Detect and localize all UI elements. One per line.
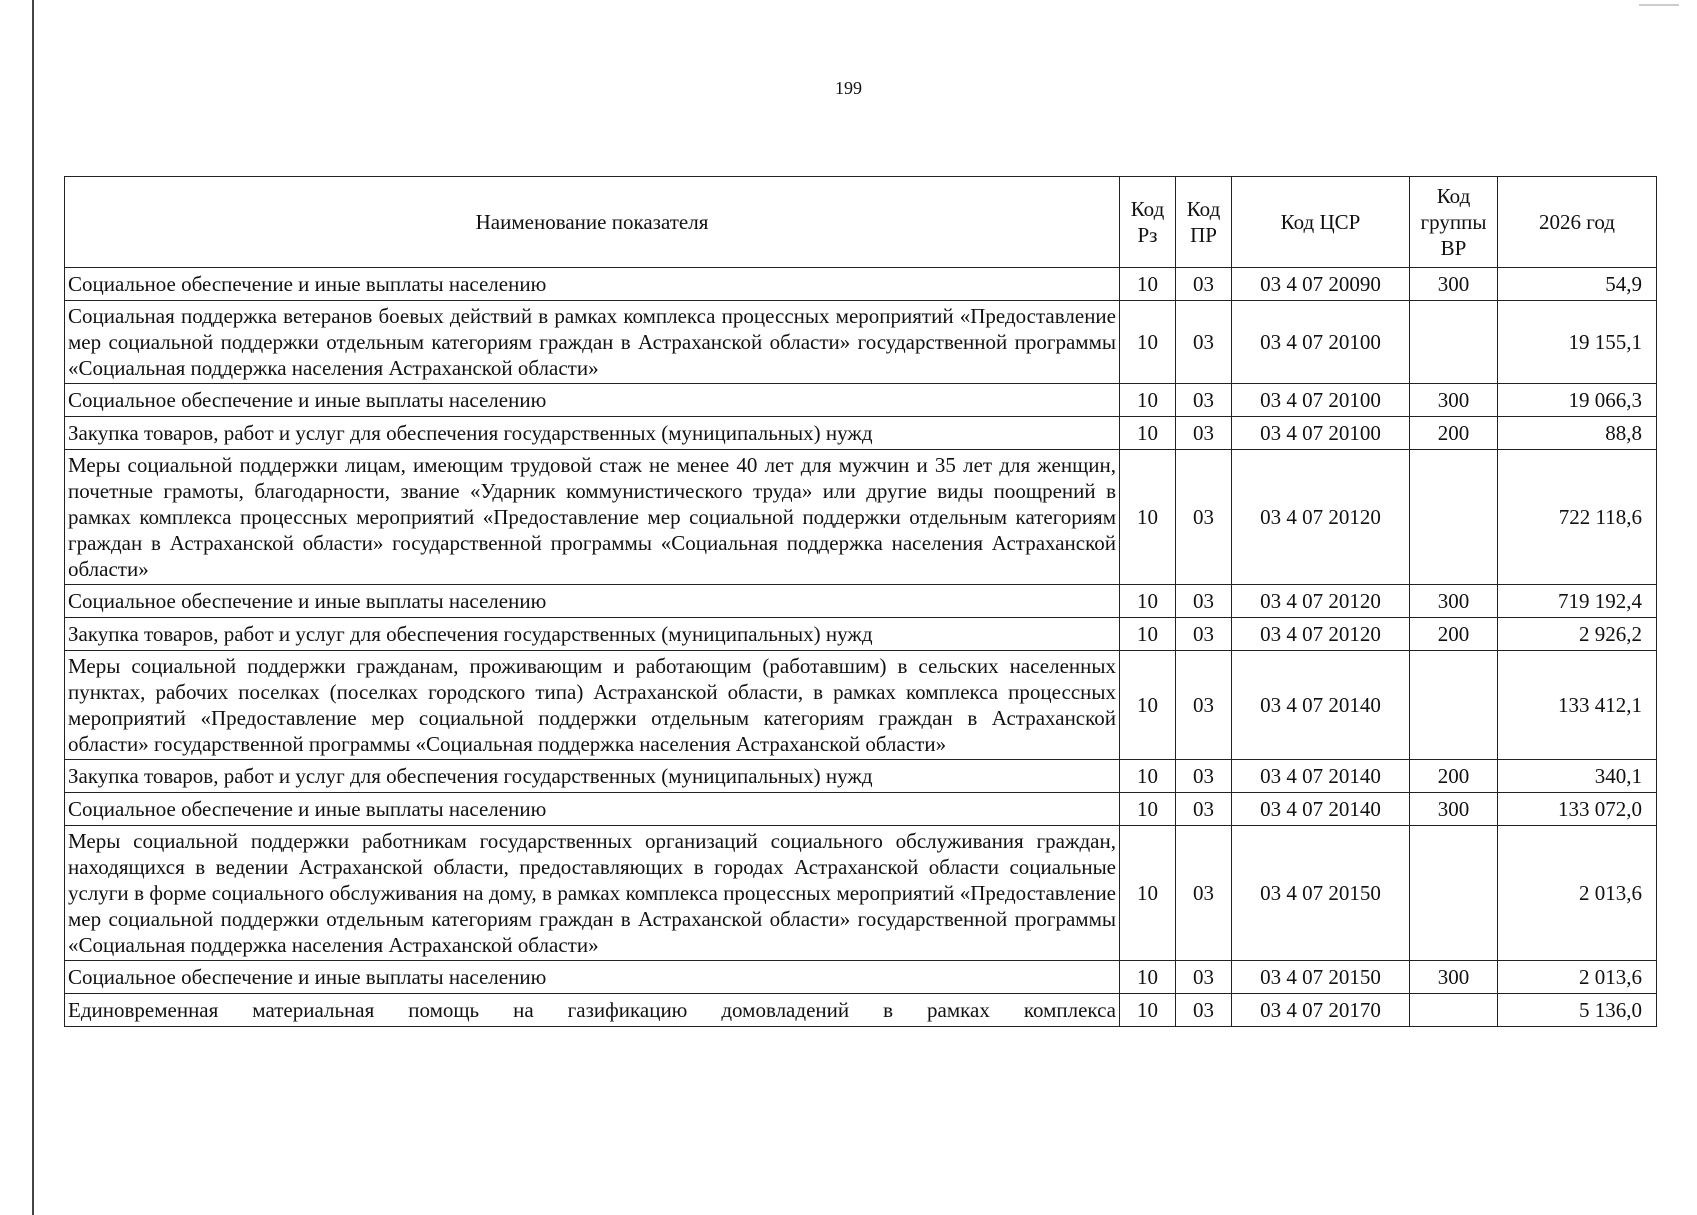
- row-rz: 10: [1120, 585, 1176, 618]
- table-row: [65, 793, 1657, 826]
- row-csr: 03 4 07 20150: [1232, 826, 1410, 961]
- row-csr: 03 4 07 20120: [1232, 450, 1410, 585]
- header-pr: Код ПР: [1176, 177, 1232, 268]
- row-csr: 03 4 07 20100: [1232, 417, 1410, 450]
- row-rz: 10: [1120, 384, 1176, 417]
- row-vr: 300: [1410, 268, 1498, 301]
- row-vr: 200: [1410, 760, 1498, 793]
- row-vr: [1410, 450, 1498, 585]
- row-vr: 300: [1410, 793, 1498, 826]
- header-name: Наименование показателя: [65, 177, 1120, 268]
- table-row: [65, 760, 1657, 793]
- budget-table: [64, 176, 1657, 1027]
- row-csr: 03 4 07 20100: [1232, 301, 1410, 384]
- row-rz: 10: [1120, 450, 1176, 585]
- row-rz: 10: [1120, 961, 1176, 994]
- row-amount: 54,9: [1498, 268, 1657, 301]
- row-csr: 03 4 07 20120: [1232, 585, 1410, 618]
- row-amount: 2 926,2: [1498, 618, 1657, 651]
- row-csr: 03 4 07 20100: [1232, 384, 1410, 417]
- row-name: Социальное обеспечение и иные выплаты населению: [65, 793, 1120, 826]
- row-name: Меры социальной поддержки лицам, имеющим трудовой стаж не менее 40 лет для мужчин и 35 лет для женщин, почетные грамоты, благодарности, звание «Ударник коммунистического труда» или другие виды поощрений в рамках комплекса процессных мероприятий «Предоставление мер социальной поддержки отдельным категориям граждан в Астраханской области» государственной программы «Социальная поддержка населения Астраханской области»: [65, 450, 1120, 585]
- row-rz: 10: [1120, 417, 1176, 450]
- row-name: Меры социальной поддержки работникам государственных организаций социального обслуживания граждан, находящихся в ведении Астраханской области, предоставляющих в городах Астраханской области социальные услуги в форме социального обслуживания на дому, в рамках комплекса процессных мероприятий «Предоставление мер социальной поддержки отдельным категориям граждан в Астраханской области» государственной программы «Социальная поддержка населения Астраханской области»: [65, 826, 1120, 961]
- row-csr: 03 4 07 20140: [1232, 760, 1410, 793]
- table-row: [65, 417, 1657, 450]
- row-vr: 300: [1410, 961, 1498, 994]
- header-csr: Код ЦСР: [1232, 177, 1410, 268]
- binding-margin-line: [32, 0, 34, 1215]
- table-row: [65, 961, 1657, 994]
- header-year: 2026 год: [1498, 177, 1657, 268]
- row-amount: 722 118,6: [1498, 450, 1657, 585]
- row-rz: 10: [1120, 760, 1176, 793]
- row-pr: 03: [1176, 268, 1232, 301]
- row-csr: 03 4 07 20150: [1232, 961, 1410, 994]
- row-vr: [1410, 826, 1498, 961]
- row-amount: 19 066,3: [1498, 384, 1657, 417]
- row-pr: 03: [1176, 384, 1232, 417]
- row-csr: 03 4 07 20170: [1232, 994, 1410, 1027]
- row-csr: 03 4 07 20140: [1232, 793, 1410, 826]
- row-name: Социальное обеспечение и иные выплаты населению: [65, 268, 1120, 301]
- table-row: [65, 268, 1657, 301]
- row-pr: 03: [1176, 618, 1232, 651]
- row-pr: 03: [1176, 585, 1232, 618]
- row-name: Закупка товаров, работ и услуг для обеспечения государственных (муниципальных) нужд: [65, 618, 1120, 651]
- row-pr: 03: [1176, 651, 1232, 760]
- row-name: Меры социальной поддержки гражданам, проживающим и работающим (работавшим) в сельских населенных пунктах, рабочих поселках (поселках городского типа) Астраханской области, в рамках комплекса процессных мероприятий «Предоставление мер социальной поддержки отдельным категориям граждан в Астраханской области» государственной программы «Социальная поддержка населения Астраханской области»: [65, 651, 1120, 760]
- header-vr: Код группы ВР: [1410, 177, 1498, 268]
- row-csr: 03 4 07 20120: [1232, 618, 1410, 651]
- row-amount: 2 013,6: [1498, 961, 1657, 994]
- row-pr: 03: [1176, 826, 1232, 961]
- row-vr: [1410, 651, 1498, 760]
- row-amount: 719 192,4: [1498, 585, 1657, 618]
- row-rz: 10: [1120, 826, 1176, 961]
- table-row: [65, 618, 1657, 651]
- table-row: [65, 384, 1657, 417]
- scan-corner-mark: [1639, 4, 1679, 6]
- row-vr: [1410, 994, 1498, 1027]
- row-name: Закупка товаров, работ и услуг для обеспечения государственных (муниципальных) нужд: [65, 760, 1120, 793]
- row-rz: 10: [1120, 618, 1176, 651]
- row-name: Социальное обеспечение и иные выплаты населению: [65, 585, 1120, 618]
- row-pr: 03: [1176, 417, 1232, 450]
- row-name: Социальное обеспечение и иные выплаты населению: [65, 384, 1120, 417]
- row-vr: [1410, 301, 1498, 384]
- row-vr: 300: [1410, 384, 1498, 417]
- table-row: [65, 826, 1657, 961]
- page-number: 199: [835, 78, 862, 98]
- row-pr: 03: [1176, 301, 1232, 384]
- row-csr: 03 4 07 20140: [1232, 651, 1410, 760]
- table-row: [65, 450, 1657, 585]
- table-row: [65, 301, 1657, 384]
- row-vr: 200: [1410, 417, 1498, 450]
- row-name: Закупка товаров, работ и услуг для обеспечения государственных (муниципальных) нужд: [65, 417, 1120, 450]
- row-rz: 10: [1120, 793, 1176, 826]
- table-header-row: [65, 177, 1657, 268]
- row-rz: 10: [1120, 651, 1176, 760]
- row-pr: 03: [1176, 793, 1232, 826]
- header-rz: Код Рз: [1120, 177, 1176, 268]
- row-pr: 03: [1176, 760, 1232, 793]
- row-rz: 10: [1120, 994, 1176, 1027]
- row-pr: 03: [1176, 994, 1232, 1027]
- row-amount: 88,8: [1498, 417, 1657, 450]
- row-amount: 2 013,6: [1498, 826, 1657, 961]
- row-name: Социальное обеспечение и иные выплаты населению: [65, 961, 1120, 994]
- table-row: [65, 585, 1657, 618]
- row-pr: 03: [1176, 961, 1232, 994]
- row-amount: 19 155,1: [1498, 301, 1657, 384]
- row-pr: 03: [1176, 450, 1232, 585]
- row-amount: 133 072,0: [1498, 793, 1657, 826]
- row-amount: 5 136,0: [1498, 994, 1657, 1027]
- row-csr: 03 4 07 20090: [1232, 268, 1410, 301]
- row-vr: 300: [1410, 585, 1498, 618]
- row-rz: 10: [1120, 301, 1176, 384]
- table-row: [65, 994, 1657, 1027]
- row-name: Единовременная материальная помощь на газификацию домовладений в рамках комплекса: [65, 994, 1120, 1027]
- row-rz: 10: [1120, 268, 1176, 301]
- row-vr: 200: [1410, 618, 1498, 651]
- row-name: Социальная поддержка ветеранов боевых действий в рамках комплекса процессных мероприятий «Предоставление мер социальной поддержки отдельным категориям граждан в Астраханской области» государственной программы «Социальная поддержка населения Астраханской области»: [65, 301, 1120, 384]
- row-amount: 340,1: [1498, 760, 1657, 793]
- table-row: [65, 651, 1657, 760]
- row-amount: 133 412,1: [1498, 651, 1657, 760]
